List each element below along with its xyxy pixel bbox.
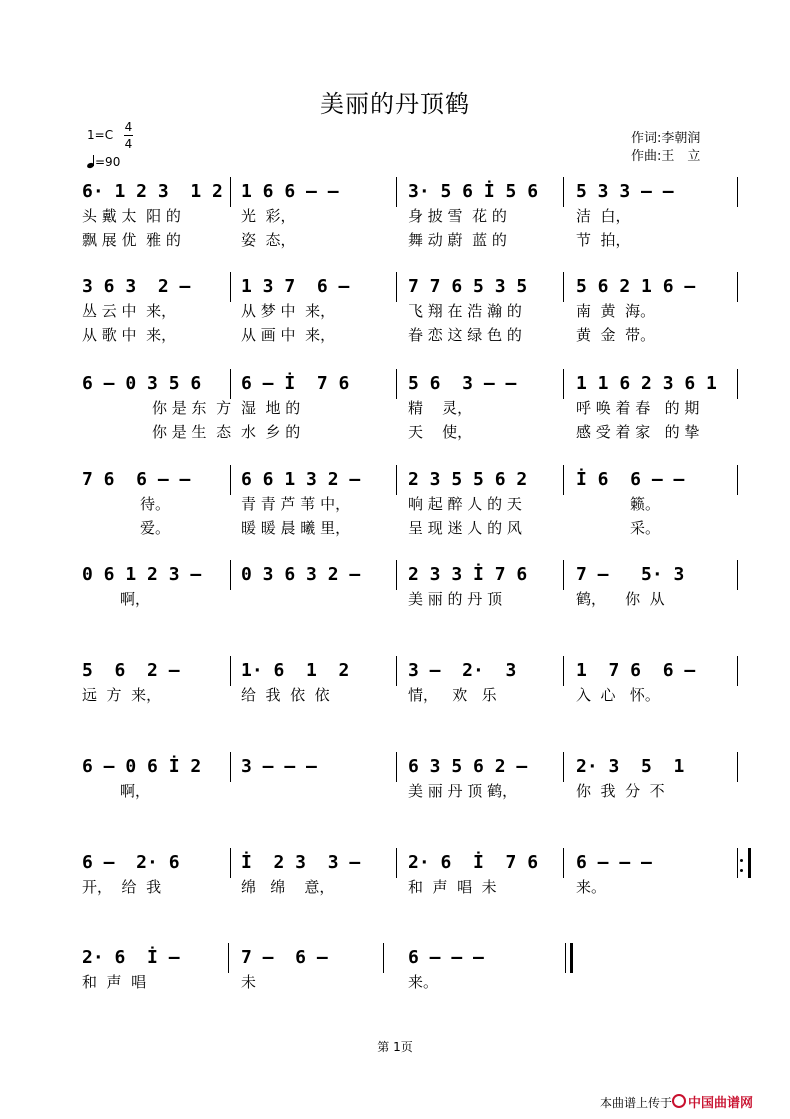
bar-line [230,465,231,495]
bar-line [737,848,738,878]
bar-line [228,943,229,973]
lyric-text: 眷 恋 这 绿 色 的 [408,326,522,344]
measure-notes: 5 6 2 – [82,660,180,681]
bar-line [737,560,738,590]
lyric-text: 感 受 着 家 的 挚 [576,423,700,441]
lyric-text: 青 青 芦 苇 中， [241,495,351,513]
lyric-line [0,877,790,897]
lyric-line [0,301,790,321]
time-signature [124,119,133,152]
bar-line [737,369,738,399]
site-brand: 中国曲谱网 [688,1096,754,1111]
bar-line [563,752,564,782]
measure-notes: 7 7 6 5 3 5 [408,276,528,297]
repeat-dot [740,869,743,872]
notation-row [0,755,790,779]
lyric-text: 光 彩， [241,207,296,225]
lyric-text: 美 丽 的 丹 顶 [408,590,503,608]
composer: 作曲:王 立 [631,149,701,164]
lyric-text: 美 丽 丹 顶 鹤， [408,782,518,800]
bar-line [396,272,397,302]
lyric-line [0,589,790,609]
bar-line [230,177,231,207]
bar-line [563,177,564,207]
bar-line [396,560,397,590]
tempo-marking [87,155,120,169]
lyric-text: 暖 暖 晨 曦 里， [241,519,351,537]
lyric-text: 姿 态， [241,231,296,249]
lyric-text: 开， 给 我 [82,878,162,896]
bar-line [737,752,738,782]
notation-row [0,468,790,492]
lyric-text: 洁 白， [576,207,631,225]
measure-notes: İ 2 3 3 – [241,852,361,873]
lyric-text: 精 灵， [408,399,473,417]
lyric-text: 南 黄 海。 [576,302,656,320]
lyric-line [0,781,790,801]
lyric-text: 和 声 唱 [82,973,147,991]
bar-line [230,560,231,590]
bar-line [563,272,564,302]
measure-notes: 7 6 6 – – [82,469,191,490]
lyric-text: 采。 [630,519,661,537]
measure-notes: 6 3 5 6 2 – [408,756,528,777]
measure-notes: 2 3 5 5 6 2 [408,469,528,490]
lyric-text: 飞 翔 在 浩 瀚 的 [408,302,522,320]
repeat-dot [740,859,743,862]
measure-notes: 5 3 3 – – [576,181,674,202]
measure-notes: 1· 6 1 2 [241,660,350,681]
measure-notes: 3 6 3 2 – [82,276,191,297]
measure-notes: 2· 6 İ 7 6 [408,852,539,873]
bar-line [230,369,231,399]
lyric-text: 籁。 [630,495,661,513]
bar-line [396,656,397,686]
lyric-text: 节 拍， [576,231,631,249]
lyric-text: 鹤， 你 从 [576,590,665,608]
time-top: 4 [124,120,133,134]
lyric-text: 身 披 雪 花 的 [408,207,507,225]
measure-notes: 1 6 6 – – [241,181,339,202]
lyric-line [0,206,790,226]
lyric-line [0,325,790,345]
notation-row [0,372,790,396]
lyric-line [0,494,790,514]
lyric-text: 远 方 来， [82,686,162,704]
bar-line [563,848,564,878]
lyric-text: 头 戴 太 阳 的 [82,207,181,225]
lyric-text: 你 是 生 态 [152,423,232,441]
measure-notes: 6 – – – [408,947,484,968]
bar-line [230,656,231,686]
lyric-text: 从 梦 中 来， [241,302,336,320]
measure-notes: 5 6 2 1 6 – [576,276,696,297]
measure-notes: İ 6 6 – – [576,469,685,490]
lyric-line [0,518,790,538]
bar-line [396,752,397,782]
bar-line [563,560,564,590]
lyric-text: 入 心 怀。 [576,686,660,704]
lyric-text: 绵 绵 意， [241,878,335,896]
site-logo-icon [672,1094,686,1108]
final-bar-line [570,943,573,973]
lyric-text: 来。 [576,878,607,896]
measure-notes: 3· 5 6 İ 5 6 [408,181,539,202]
page-number: 第 1页 [377,1040,413,1054]
measure-notes: 7 – 6 – [241,947,328,968]
bar-line [737,177,738,207]
bar-line [396,848,397,878]
measure-notes: 6 – – – [576,852,652,873]
lyric-text: 啊， [120,782,151,800]
lyric-text: 给 我 依 依 [241,686,330,704]
bar-line [563,465,564,495]
bar-line [737,465,738,495]
quarter-note-icon [87,156,95,168]
bar-line [563,656,564,686]
measure-notes: 6 – İ 7 6 [241,373,350,394]
lyric-text: 湿 地 的 [241,399,301,417]
lyric-text: 舞 动 蔚 蓝 的 [408,231,507,249]
lyric-text: 你 我 分 不 [576,782,665,800]
measure-notes: 0 3 6 3 2 – [241,564,361,585]
notation-row [0,851,790,875]
lyric-text: 来。 [408,973,439,991]
lyric-text: 未 [241,973,257,991]
lyric-text: 爱。 [140,519,171,537]
lyric-line [0,972,790,992]
lyric-text: 和 声 唱 未 [408,878,497,896]
time-bottom: 4 [124,137,133,151]
measure-notes: 1 7 6 6 – [576,660,696,681]
bar-line [396,177,397,207]
measure-notes: 6 – 0 6 İ 2 [82,756,202,777]
notation-row [0,275,790,299]
bar-line [230,848,231,878]
key-signature: 1=C [87,128,114,142]
measure-notes: 6 – 0 3 5 6 [82,373,202,394]
measure-notes: 6 6 1 3 2 – [241,469,361,490]
lyric-text: 待。 [140,495,171,513]
bar-line [396,465,397,495]
measure-notes: 0 6 1 2 3 – [82,564,202,585]
lyric-line [0,230,790,250]
bar-line [737,272,738,302]
measure-notes: 2 3 3 İ 7 6 [408,564,528,585]
measure-notes: 5 6 3 – – [408,373,517,394]
final-bar-line [565,943,566,973]
measure-notes: 1 1 6 2 3 6 1 [576,373,717,394]
lyric-text: 水 乡 的 [241,423,301,441]
lyric-text: 丛 云 中 来， [82,302,177,320]
lyric-text: 黄 金 带。 [576,326,656,344]
notation-row [0,180,790,204]
bar-line [383,943,384,973]
bar-line [563,369,564,399]
lyric-line [0,422,790,442]
measure-notes: 6 – 2· 6 [82,852,180,873]
repeat-bar-line [748,848,751,878]
lyric-text: 你 是 东 方 [152,399,232,417]
bar-line [230,272,231,302]
lyric-text: 飘 展 优 雅 的 [82,231,181,249]
measure-notes: 6· 1 2 3 1 2 [82,181,223,202]
lyric-line [0,685,790,705]
lyric-text: 从 画 中 来， [241,326,336,344]
bar-line [230,752,231,782]
measure-notes: 3 – – – [241,756,317,777]
notation-row [0,946,790,970]
measure-notes: 7 – 5· 3 [576,564,685,585]
tempo-value: =90 [95,155,121,169]
measure-notes: 2· 6 İ – [82,947,180,968]
lyric-text: 啊， [120,590,151,608]
bar-line [396,369,397,399]
notation-row [0,563,790,587]
measure-notes: 2· 3 5 1 [576,756,685,777]
lyric-text: 呈 现 迷 人 的 风 [408,519,522,537]
lyric-line [0,398,790,418]
song-title: 美丽的丹顶鹤 [320,90,470,118]
measure-notes: 1 3 7 6 – [241,276,350,297]
measure-notes: 3 – 2· 3 [408,660,517,681]
lyric-text: 呼 唤 着 春 的 期 [576,399,700,417]
notation-row [0,659,790,683]
lyric-text: 响 起 醉 人 的 天 [408,495,522,513]
lyricist: 作词:李朝润 [631,131,701,146]
lyric-text: 天 使， [408,423,473,441]
lyric-text: 情， 欢 乐 [408,686,497,704]
upload-text: 本曲谱上传于 [600,1096,673,1110]
lyric-text: 从 歌 中 来， [82,326,177,344]
bar-line [737,656,738,686]
